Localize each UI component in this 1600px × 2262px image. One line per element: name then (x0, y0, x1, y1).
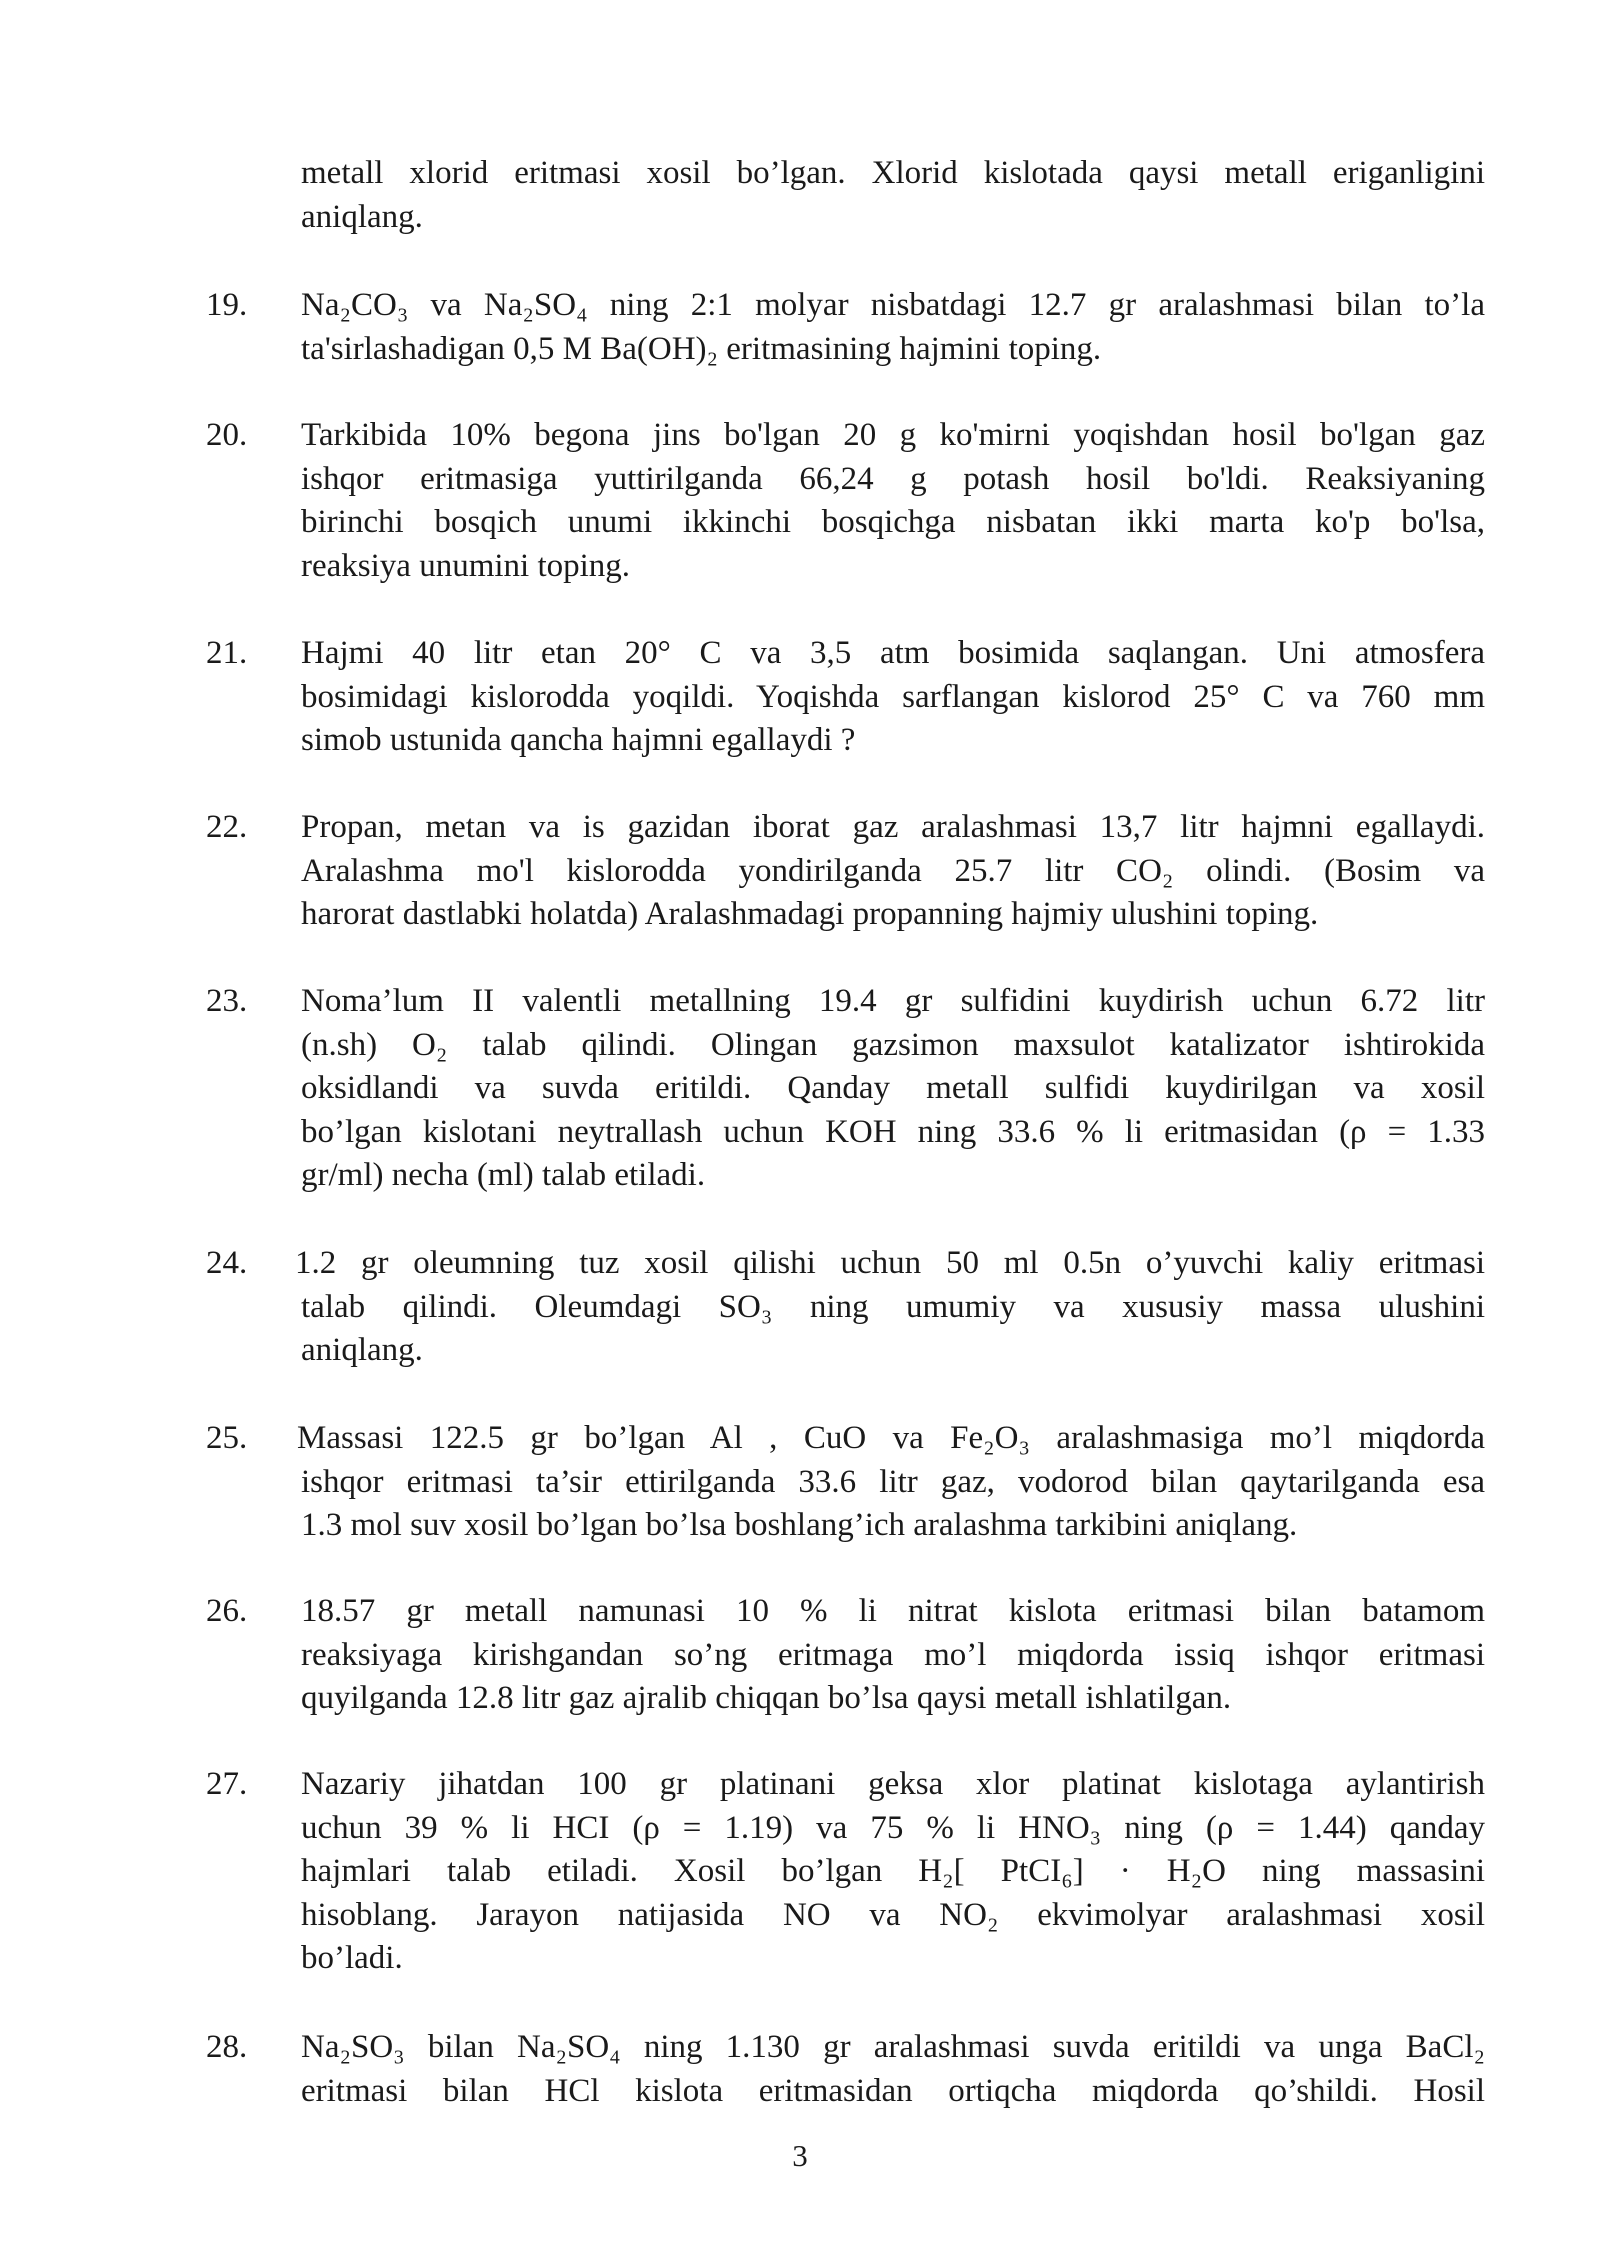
problem-number: 28. (206, 2029, 248, 2065)
text-line: Na₂SO₃ bilan Na₂SO₄ ning 1.130 gr aralashmasi suvda eritildi va unga BaCl₂ (301, 2029, 1485, 2065)
text-line: simob ustunida qancha hajmni egallaydi ? (301, 722, 856, 758)
text-line: reaksiya unumini toping. (301, 547, 631, 584)
text-line: Na₂CO₃ va Na₂SO₄ ning 2:1 molyar nisbatdagi 12.7 gr aralashmasi bilan to’la (301, 287, 1485, 323)
text-line: Propan, metan va is gazidan iborat gaz aralashmasi 13,7 litr hajmni egallaydi. (301, 809, 1485, 845)
text-line: Massasi 122.5 gr bo’lgan Al , CuO va Fe₂O₃ aralashmasiga mo’l miqdorda (297, 1420, 1485, 1456)
problem-number: 20. (206, 417, 248, 453)
text-line: aniqlang. (301, 1332, 423, 1368)
intro-text (301, 152, 1485, 239)
text-line: ta'sirlashadigan 0,5 M Ba(OH)₂ eritmasining hajmini toping. (301, 330, 1102, 367)
text-line: uchun 39 % li HCI (ρ = 1.19) va 75 % li HNO₃ ning (ρ = 1.44) qanday (301, 1809, 1485, 1846)
text-line: bosimidagi kislorodda yoqildi. Yoqishda sarflangan kislorod 25° C va 760 mm (301, 678, 1485, 715)
text-line: Hajmi 40 litr etan 20° C va 3,5 atm bosimida saqlangan. Uni atmosfera (301, 635, 1485, 671)
text-line: eritmasi bilan HCl kislota eritmasidan ortiqcha miqdorda qo’shildi. Hosil (301, 2072, 1485, 2109)
problem-text (301, 2026, 1485, 2113)
text-line: (n.sh) O₂ talab qilindi. Olingan gazsimon maxsulot katalizator ishtirokida (301, 1026, 1485, 1063)
text-line: hajmlari talab etiladi. Xosil bo’lgan H₂[ PtCI₆] · H₂O ning massasini (301, 1853, 1485, 1889)
problem-number: 25. (206, 1420, 248, 1456)
problem-number: 21. (206, 635, 248, 671)
text-line: gr/ml) necha (ml) talab etiladi. (301, 1157, 706, 1193)
problem-text (301, 980, 1485, 1198)
text-line: 1.2 gr oleumning tuz xosil qilishi uchun 50 ml 0.5n o’yuvchi kaliy eritmasi (295, 1245, 1485, 1281)
problem-number: 23. (206, 983, 248, 1019)
problem-number: 27. (206, 1766, 248, 1802)
text-line: Noma’lum II valentli metallning 19.4 gr sulfidini kuydirish uchun 6.72 litr (301, 983, 1485, 1019)
text-line: oksidlandi va suvda eritildi. Qanday metall sulfidi kuydirilgan va xosil (301, 1070, 1485, 1106)
text-line: ishqor eritmasiga yuttirilganda 66,24 g potash hosil bo'ldi. Reaksiyaning (301, 460, 1485, 497)
text-line: quyilganda 12.8 litr gaz ajralib chiqqan bo’lsa qaysi metall ishlatilgan. (301, 1680, 1232, 1716)
problem-number: 22. (206, 809, 248, 845)
text-line: metall xlorid eritmasi xosil bo’lgan. Xlorid kislotada qaysi metall eriganligini (301, 155, 1485, 191)
problem-text (295, 1242, 1485, 1373)
text-line: bo’lgan kislotani neytrallash uchun KOH ning 33.6 % li eritmasidan (ρ = 1.33 (301, 1113, 1485, 1150)
text-line: birinchi bosqich unumi ikkinchi bosqichga nisbatan ikki marta ko'p bo'lsa, (301, 504, 1485, 540)
problem-text (301, 806, 1485, 937)
text-line: Nazariy jihatdan 100 gr platinani geksa xlor platinat kislotaga aylantirish (301, 1766, 1485, 1802)
text-line: talab qilindi. Oleumdagi SO₃ ning umumiy va xususiy massa ulushini (301, 1288, 1485, 1325)
problem-number: 19. (206, 287, 248, 323)
problem-number: 26. (206, 1593, 248, 1629)
text-line: reaksiyaga kirishgandan so’ng eritmaga mo’l miqdorda issiq ishqor eritmasi (301, 1636, 1485, 1673)
text-line: ishqor eritmasi ta’sir ettirilganda 33.6 litr gaz, vodorod bilan qaytarilganda esa (301, 1463, 1485, 1500)
text-line: harorat dastlabki holatda) Aralashmadagi propanning hajmiy ulushini toping. (301, 896, 1319, 932)
text-line: bo’ladi. (301, 1940, 403, 1976)
text-line: 1.3 mol suv xosil bo’lgan bo’lsa boshlang’ich aralashma tarkibini aniqlang. (301, 1507, 1298, 1543)
problem-text (301, 1763, 1485, 1981)
problem-text (301, 414, 1485, 588)
text-line: Tarkibida 10% begona jins bo'lgan 20 g ko'mirni yoqishdan hosil bo'lgan gaz (301, 417, 1485, 453)
problem-number: 24. (206, 1245, 248, 1281)
problem-text (301, 632, 1485, 763)
problem-text (301, 284, 1485, 371)
text-line: Aralashma mo'l kislorodda yondirilganda 25.7 litr CO₂ olindi. (Bosim va (301, 852, 1485, 889)
page-number: 3 (792, 2138, 808, 2173)
text-line: aniqlang. (301, 198, 423, 235)
problem-text (301, 1590, 1485, 1721)
text-line: hisoblang. Jarayon natijasida NO va NO₂ ekvimolyar aralashmasi xosil (301, 1896, 1485, 1933)
text-line: 18.57 gr metall namunasi 10 % li nitrat kislota eritmasi bilan batamom (301, 1593, 1485, 1629)
problem-text (297, 1417, 1485, 1548)
